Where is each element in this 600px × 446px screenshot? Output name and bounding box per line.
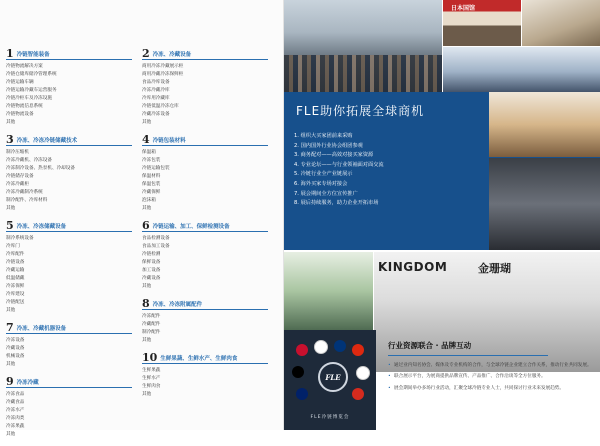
category-item: 冷冻包装	[142, 158, 161, 163]
category-item: 冷冻肉类	[6, 416, 25, 421]
category-item: 冷藏配件	[142, 322, 161, 327]
category-item: 其他	[142, 338, 152, 343]
category-number: 9	[6, 375, 14, 388]
category-section	[142, 298, 268, 345]
industry-paragraph: • 展会期间举办多场行业活动，汇聚全球冷链专业人士，共同探讨行业未来发展趋势。	[388, 385, 594, 392]
category-section	[6, 322, 132, 369]
category-number: 3	[6, 133, 14, 146]
category-item: 其他	[142, 392, 152, 397]
category-item: 冷链检测	[142, 252, 161, 257]
category-number: 2	[142, 47, 150, 60]
category-item: 冷库建设	[6, 292, 25, 297]
category-item: 其他	[6, 120, 16, 125]
category-heading	[6, 48, 132, 60]
exhibit-categories-page	[0, 0, 283, 437]
category-item: 冷藏食品	[6, 400, 25, 405]
kingdom-sign-cn: 金珊瑚	[478, 262, 511, 275]
category-title: 冷冻冷藏	[16, 379, 39, 386]
category-section	[142, 48, 268, 127]
category-number: 8	[142, 297, 150, 310]
category-item: 保温材料	[142, 174, 161, 179]
category-heading	[142, 352, 268, 364]
category-item: 保鲜设备	[142, 260, 161, 265]
category-heading	[6, 134, 132, 146]
category-item: 其他	[6, 308, 16, 313]
category-number: 5	[6, 219, 14, 232]
category-item: 冷冻冷藏制冷系统	[6, 190, 43, 195]
category-title: 冷链智能装备	[16, 51, 50, 58]
category-item: 其他	[6, 432, 16, 437]
category-item: 冷库门	[6, 244, 20, 249]
category-heading	[142, 134, 268, 146]
category-title: 冷冻、冷藏机器设备	[16, 325, 67, 332]
category-heading	[142, 220, 268, 232]
industry-paragraph: • 通过业内知名协会、媒体及专业机构的合作，与全球冷链企业建立合作关系，推动行业共同发展。	[388, 362, 594, 369]
category-heading	[142, 298, 268, 310]
category-item: 冷链物流设备	[6, 112, 34, 117]
industry-text	[388, 340, 594, 396]
category-section	[142, 220, 268, 291]
category-item: 低温储藏	[6, 276, 25, 281]
industry-divider	[388, 355, 548, 356]
photo-visitors	[443, 47, 600, 92]
category-item: 冷藏冷冻设备	[142, 112, 170, 117]
flag-australia-icon	[296, 388, 308, 400]
category-item: 冷链物流信息系统	[6, 104, 43, 109]
benefit-item: 4. 专业论坛——与行业领袖面对面交流	[294, 161, 384, 168]
flag-hongkong-icon	[352, 388, 364, 400]
flag-germany-icon	[292, 366, 304, 378]
category-title: 冷冻、冷冻冷链储藏技术	[16, 137, 78, 144]
category-title: 冷链运输、加工、保鲜检测设备	[152, 223, 230, 230]
photo-display-fridges	[489, 158, 600, 250]
category-item: 冷冻保鲜	[6, 284, 25, 289]
fle-logo: FLE	[318, 362, 348, 392]
flag-japan-icon	[314, 340, 328, 354]
category-item: 冷链配送	[6, 300, 25, 305]
categories-column-right	[142, 48, 268, 406]
category-section	[6, 220, 132, 315]
category-heading	[6, 220, 132, 232]
category-title: 生鲜果蔬、生鲜水产、生鲜肉食	[160, 355, 238, 362]
category-item: 冷冻冷藏机、冷冻设备	[6, 158, 52, 163]
category-item: 食品冷库设备	[142, 80, 170, 85]
category-item: 泡沫箱	[142, 198, 156, 203]
category-heading	[142, 48, 268, 60]
category-section	[142, 352, 268, 399]
photo-exhibition-hall	[522, 0, 600, 46]
category-section	[6, 134, 132, 213]
photo-exhibition-crowd	[284, 0, 442, 92]
category-item: 冷冻制冷设备、热泵机、冷却设备	[6, 166, 75, 171]
industry-title: 行业资源联合 · 品牌互动	[388, 341, 472, 350]
industry-paragraphs	[388, 362, 594, 392]
category-item: 其他	[142, 284, 152, 289]
benefit-item: 2. 国内国外行业协会组团参观	[294, 142, 363, 149]
booth-sign-text: 日本国馆	[451, 5, 476, 12]
category-item: 冷冻水产	[6, 408, 25, 413]
category-item: 冷链设备	[6, 260, 25, 265]
categories-column-left	[6, 48, 132, 446]
promo-page	[284, 0, 600, 430]
benefit-item: 3. 商务配对——高效对接买家资源	[294, 152, 374, 159]
category-item: 冷冻冷藏柜	[6, 182, 29, 187]
category-item: 其他	[142, 206, 152, 211]
category-section	[142, 134, 268, 213]
category-section	[6, 48, 132, 127]
category-item: 其他	[6, 206, 16, 211]
category-item: 生鲜水产	[142, 376, 161, 381]
category-item: 冷冻果蔬	[6, 424, 25, 429]
category-item: 加工设备	[142, 268, 161, 273]
category-item: 其他	[6, 362, 16, 367]
category-item: 冷藏保鲜	[142, 190, 161, 195]
category-item: 冷藏设备	[142, 276, 161, 281]
photo-business-talk	[489, 92, 600, 157]
category-item: 冷库用冷藏库	[142, 96, 170, 101]
kingdom-sign: KINGDOM	[378, 260, 448, 274]
category-item: 食品加工设备	[142, 244, 170, 249]
category-item: 机械设备	[6, 354, 25, 359]
category-number: 4	[142, 133, 150, 146]
category-item: 制冷压缩机	[6, 150, 29, 155]
category-item: 商用冷藏冷冻保鲜柜	[142, 72, 184, 77]
benefits-list	[294, 132, 384, 209]
category-item: 冷链冷柜车及冷冻设施	[6, 96, 52, 101]
industry-paragraph: • 联合展示平台，为展商提供品牌宣传、产品推广、合作洽谈等全方位服务。	[388, 373, 594, 380]
category-title: 冷冻、冷冻储藏设备	[16, 223, 67, 230]
category-item: 商用冷冻冷藏展示柜	[142, 64, 184, 69]
category-title: 冷冻、冷冻附属配件	[152, 301, 203, 308]
category-number: 6	[142, 219, 150, 232]
category-item: 冷冻配件	[142, 314, 161, 319]
category-item: 冷链物流解决方案	[6, 64, 43, 69]
category-item: 保温箱	[142, 150, 156, 155]
category-item: 冷链储存设备	[6, 174, 34, 179]
category-item: 冷链运输包装	[142, 166, 170, 171]
flag-china-icon	[352, 344, 364, 356]
category-title: 冷链包装材料	[152, 137, 186, 144]
category-item: 冷链运输冷藏车运营服务	[6, 88, 57, 93]
category-item: 冷藏设备	[6, 346, 25, 351]
category-item: 制冷配件	[142, 330, 161, 335]
category-item: 保温包装	[142, 182, 161, 187]
category-number: 1	[6, 47, 14, 60]
benefit-item: 7. 展会期间全方位宣传推广	[294, 190, 358, 197]
benefit-item: 6. 海外买家专场对接会	[294, 180, 348, 187]
category-item: 制冷配件、冷库材料	[6, 198, 48, 203]
category-item: 制冷系统设备	[6, 236, 34, 241]
logo-caption: FLE冷链博览会	[310, 415, 350, 420]
category-item: 食品检测设备	[142, 236, 170, 241]
category-item: 冷冻食品	[6, 392, 25, 397]
category-item: 其他	[142, 120, 152, 125]
partner-logo-block	[284, 330, 376, 430]
category-title: 冷冻、冷藏设备	[152, 51, 192, 58]
benefit-item: 1. 组织大买家团前来采购	[294, 133, 353, 139]
flag-korea-icon	[334, 340, 346, 352]
flag-usa-icon	[296, 344, 308, 356]
photo-booth-sign	[443, 0, 521, 46]
category-item: 冷链运输车辆	[6, 80, 34, 85]
category-number: 10	[142, 351, 158, 364]
benefits-title: FLE助你拓展全球商机	[296, 104, 425, 118]
category-item: 冷链低温冷冻仓库	[142, 104, 179, 109]
category-item: 冷链仓储库储冷管理系统	[6, 72, 57, 77]
category-heading	[6, 376, 132, 388]
industry-section	[284, 330, 600, 430]
category-item: 冷藏运输	[6, 268, 25, 273]
category-item: 冷库配件	[6, 252, 25, 257]
category-item: 冷冻设备	[6, 338, 25, 343]
category-heading	[6, 322, 132, 334]
category-item: 冷冻冷藏冷库	[142, 88, 170, 93]
flag-canada-icon	[356, 366, 370, 380]
benefit-item: 8. 展后持续服务，助力企业开拓市场	[294, 200, 379, 207]
category-item: 生鲜果蔬	[142, 368, 161, 373]
benefit-item: 5. 冷链行业全产业链展示	[294, 171, 353, 178]
category-item: 生鲜肉食	[142, 384, 161, 389]
photo-food-display	[284, 252, 373, 330]
category-number: 7	[6, 321, 14, 334]
